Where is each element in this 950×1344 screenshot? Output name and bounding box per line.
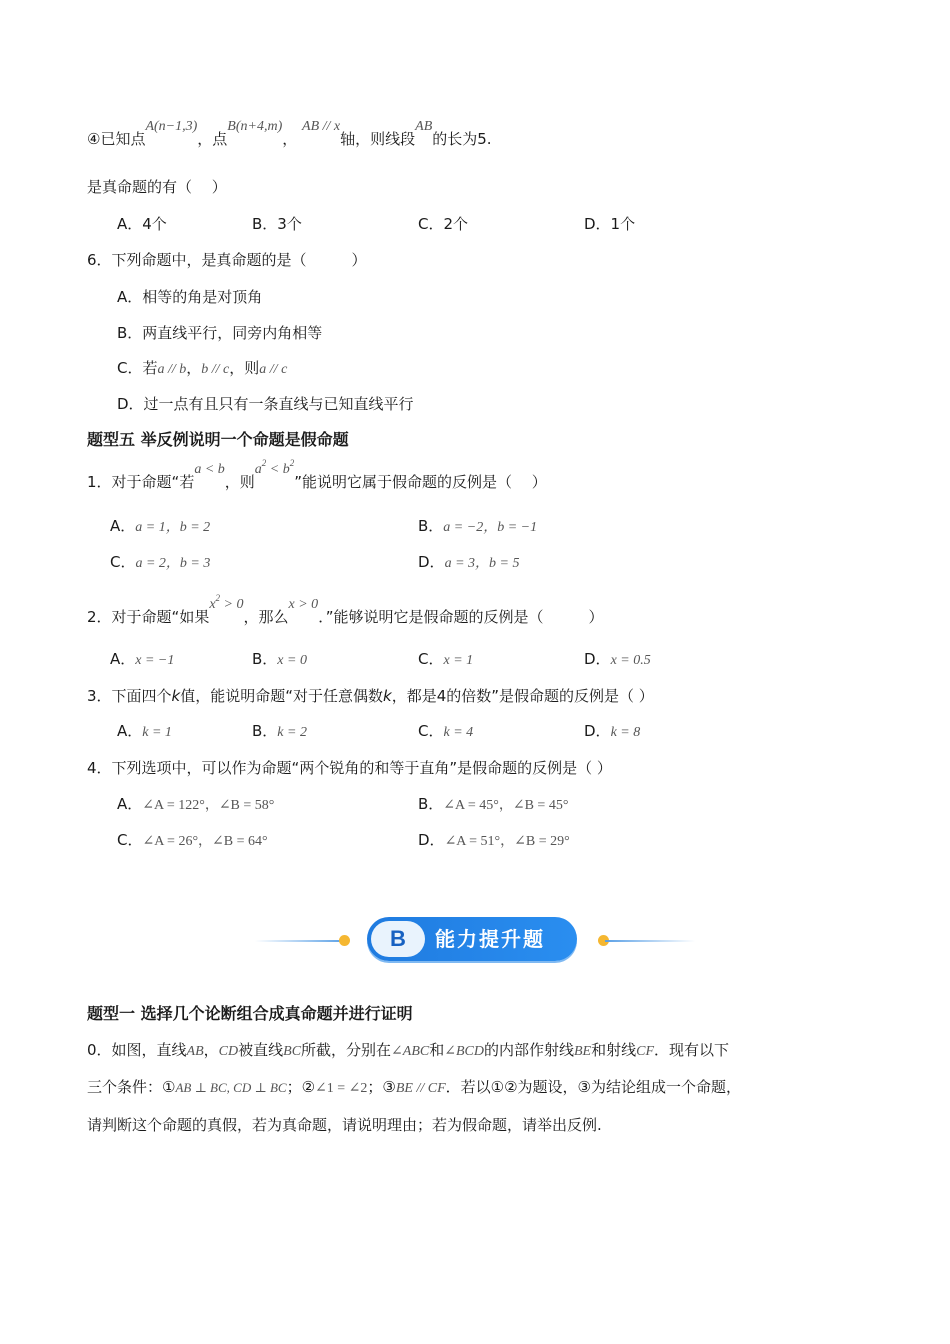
section-5-title: 题型五 举反例说明一个命题是假命题: [87, 430, 349, 449]
q6-option-c: [117, 357, 287, 381]
s5-q3-d-label: D．: [584, 722, 611, 740]
s5-q3-option-b: [252, 720, 307, 744]
s5-q4-option-a: [117, 793, 274, 817]
s1-l1-p7: 和射线: [591, 1041, 637, 1059]
q6-c-expr3: a // c: [259, 362, 288, 377]
banner-dot-left: [339, 935, 350, 946]
point-a: A(n−1,3): [145, 119, 198, 134]
s1-l2-cond3: BE // CF: [395, 1081, 446, 1096]
s5-q1-b-label: B．: [418, 517, 444, 535]
s1-l2-cond1: AB ⊥ BC, CD ⊥ BC: [175, 1080, 287, 1095]
s5-q3-p3: ，都是4的倍数”是假命题的反例是（ ）: [391, 687, 654, 705]
s1-l2-p4: ．若以①②为题设，③为结论组成一个命题，: [445, 1078, 741, 1096]
top-option-b: B．3个: [252, 215, 302, 233]
s5-q1-p1: 1．对于命题“若: [87, 473, 195, 491]
s5-q3-p1: 3．下面四个: [87, 687, 172, 705]
s5-q1-p3: ”能说明它属于假命题的反例是（ ）: [294, 473, 547, 491]
banner-line-left: [255, 940, 345, 942]
q6-c-sep1: ，: [186, 359, 202, 377]
banner-line-right: [605, 940, 695, 942]
s5-q1-expr2-mid: < b: [266, 462, 290, 477]
s5-q3-option-a: [117, 720, 172, 744]
s5-q3-b-label: B．: [252, 722, 278, 740]
s5-q2-expr1-exp: 2: [215, 593, 221, 603]
s1-line-3: 请判断这个命题的真假，若为真命题，请说明理由；若为假命题，请举出反例.: [87, 1116, 602, 1134]
banner-pill: [367, 917, 577, 961]
item-4-mid3: 轴，则线段: [340, 130, 416, 148]
s5-q2-stem: [87, 593, 604, 630]
q6-option-b: B．两直线平行，同旁内角相等: [117, 324, 323, 342]
s5-q1-d-value: a = 3，b = 5: [444, 556, 520, 571]
s5-q3-option-c: [418, 720, 473, 744]
s5-q1-c-value: a = 2，b = 3: [135, 556, 211, 571]
s1-l1-p1: 0．如图，直线: [87, 1041, 187, 1059]
s5-q2-b-label: B．: [252, 650, 278, 668]
s1-l1-bc: BC: [283, 1044, 302, 1059]
banner-title: 能力提升题: [435, 927, 545, 951]
s5-q4-stem: 4．下列选项中，可以作为命题“两个锐角的和等于直角”是假命题的反例是（ ）: [87, 759, 612, 777]
s1-line-1: [87, 1039, 729, 1063]
s5-q1-a-label: A．: [110, 517, 136, 535]
s1-l1-cd: CD: [218, 1044, 239, 1059]
q6-option-a: A．相等的角是对顶角: [117, 288, 263, 306]
s5-q2-option-d: [584, 648, 651, 672]
s5-q3-option-d: [584, 720, 640, 744]
s5-q3-a-label: A．: [117, 722, 143, 740]
s1-l2-p1: 三个条件：①: [87, 1078, 176, 1096]
s5-q4-b-value: ∠A = 45°，∠B = 45°: [443, 798, 569, 813]
s1-l1-angle-bcd: ∠BCD: [444, 1044, 484, 1059]
s5-q1-expr2-exp2: 2: [289, 458, 295, 468]
s5-q3-k2: k: [383, 687, 392, 705]
s5-q4-d-label: D．: [418, 831, 445, 849]
point-b: B(n+4,m): [227, 119, 283, 134]
top-option-d: D．1个: [584, 215, 636, 233]
top-option-c: C．2个: [418, 215, 469, 233]
s5-q1-d-label: D．: [418, 553, 445, 571]
s1-l2-p2: ；②: [286, 1078, 316, 1096]
parallel-expr: AB // x: [302, 119, 341, 134]
s1-l2-cond2: ∠1 = ∠2: [315, 1081, 368, 1096]
s5-q2-a-label: A．: [110, 650, 136, 668]
s5-q2-d-label: D．: [584, 650, 611, 668]
s5-q4-b-label: B．: [418, 795, 444, 813]
s5-q2-p2: ，那么: [243, 608, 289, 626]
section-1-title: 题型一 选择几个论断组合成真命题并进行证明: [87, 1004, 413, 1023]
s5-q2-option-a: [110, 648, 174, 672]
s5-q4-a-value: ∠A = 122°，∠B = 58°: [142, 798, 275, 813]
s5-q4-option-d: [418, 829, 570, 853]
s1-l1-p6: 的内部作射线: [483, 1041, 574, 1059]
s1-l1-p3: 被直线: [238, 1041, 284, 1059]
s5-q4-c-value: ∠A = 26°，∠B = 64°: [142, 834, 268, 849]
q6-option-d: D．过一点有且只有一条直线与已知直线平行: [117, 395, 414, 413]
s5-q3-k1: k: [171, 687, 181, 705]
s5-q3-a-value: k = 1: [142, 725, 172, 740]
item-4-mid2: ，: [282, 130, 298, 148]
s5-q2-p3: ．”能够说明它是假命题的反例是（ ）: [318, 608, 604, 626]
s1-l1-p2: ，: [203, 1041, 219, 1059]
s1-l1-cf: CF: [636, 1044, 654, 1059]
s1-l1-angle-abc: ∠ABC: [391, 1044, 430, 1059]
segment-ab: AB: [415, 119, 433, 134]
question-tail: 是真命题的有（ ）: [87, 178, 227, 196]
s1-l1-ab: AB: [186, 1044, 204, 1059]
s5-q2-d-value: x = 0.5: [610, 653, 651, 668]
s1-l1-be: BE: [573, 1044, 592, 1059]
s5-q1-option-c: [110, 551, 210, 575]
s5-q1-expr2-exp: 2: [261, 458, 267, 468]
s5-q1-option-b: [418, 515, 537, 539]
s5-q2-expr1-rest: > 0: [220, 597, 244, 612]
s5-q1-stem: [87, 458, 547, 495]
q6-stem: 6．下列命题中，是真命题的是（ ）: [87, 251, 367, 269]
s5-q3-d-value: k = 8: [610, 725, 641, 740]
s5-q3-b-value: k = 2: [277, 725, 307, 740]
item-4-prefix: ④已知点: [87, 130, 146, 148]
s5-q1-expr2-base: a: [254, 462, 262, 477]
item-4-line: [87, 119, 492, 152]
s5-q1-b-value: a = −2，b = −1: [443, 520, 538, 535]
s1-l1-p8: ．现有以下: [654, 1041, 730, 1059]
s5-q2-expr1: [209, 593, 244, 612]
s5-q1-option-d: [418, 551, 519, 575]
s1-l1-p4: 所截，分别在: [301, 1041, 392, 1059]
s5-q4-option-b: [418, 793, 568, 817]
s5-q1-p2: ，则: [224, 473, 255, 491]
q6-c-expr2: b // c: [201, 362, 230, 377]
s5-q4-d-value: ∠A = 51°，∠B = 29°: [444, 834, 570, 849]
s5-q1-expr2: [254, 458, 295, 477]
s1-line-2: [87, 1076, 741, 1100]
s1-l1-p5: 和: [429, 1041, 445, 1059]
s5-q2-a-value: x = −1: [135, 653, 175, 668]
s5-q4-c-label: C．: [117, 831, 143, 849]
section-banner: [255, 912, 695, 968]
s5-q2-expr2: x > 0: [288, 597, 319, 612]
s5-q4-a-label: A．: [117, 795, 143, 813]
s5-q2-option-c: [418, 648, 473, 672]
q6-c-sep2: ，则: [229, 359, 260, 377]
q6-c-prefix: C．若: [117, 359, 158, 377]
s5-q2-option-b: [252, 648, 307, 672]
s5-q1-c-label: C．: [110, 553, 136, 571]
s5-q2-b-value: x = 0: [277, 653, 307, 668]
s5-q1-option-a: [110, 515, 210, 539]
banner-letter: B: [371, 921, 425, 957]
top-option-a: A．4个: [117, 215, 167, 233]
s5-q2-c-value: x = 1: [443, 653, 474, 668]
s5-q3-c-value: k = 4: [443, 725, 474, 740]
item-4-suffix: 的长为5.: [432, 130, 492, 148]
s5-q2-expr1-base: x: [209, 597, 216, 612]
s5-q3-c-label: C．: [418, 722, 444, 740]
q6-c-expr1: a // b: [157, 362, 187, 377]
s5-q1-expr1: a < b: [194, 462, 225, 477]
s5-q4-option-c: [117, 829, 268, 853]
s5-q3-stem: [87, 685, 654, 707]
s5-q2-c-label: C．: [418, 650, 444, 668]
s5-q1-a-value: a = 1，b = 2: [135, 520, 211, 535]
s5-q3-p2: 值，能说明命题“对于任意偶数: [180, 687, 384, 705]
s5-q2-p1: 2．对于命题“如果: [87, 608, 210, 626]
s1-l2-p3: ；③: [367, 1078, 396, 1096]
item-4-mid1: ，点: [197, 130, 228, 148]
